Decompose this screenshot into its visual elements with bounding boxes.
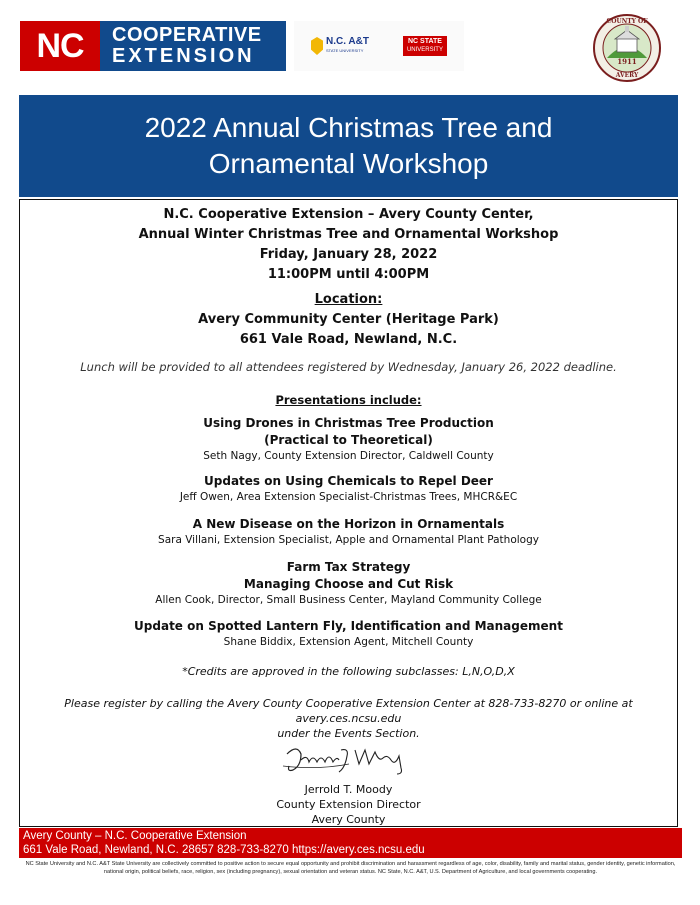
title-line1: 2022 Annual Christmas Tree and <box>144 112 553 143</box>
flyer-body <box>19 199 678 827</box>
presentation-item <box>20 516 677 548</box>
ncstate-line2: UNIVERSITY <box>406 47 443 53</box>
event-date: Friday, January 28, 2022 <box>259 247 438 262</box>
ncat-name: N.C. A&T <box>326 36 369 47</box>
seal-year-text: 1911 <box>617 57 637 66</box>
intro-line2: Annual Winter Christmas Tree and Ornamental Workshop <box>138 227 559 242</box>
seal-top-text: COUNTY OF <box>606 18 648 25</box>
footer-contact <box>19 828 682 858</box>
signer-title: County Extension Director <box>276 798 421 811</box>
location-heading: Location: <box>314 292 383 307</box>
registration-line2: under the Events Section. <box>277 727 420 740</box>
presentation-subtitle: Managing Choose and Cut Risk <box>243 577 454 591</box>
presentation-title: A New Disease on the Horizon in Ornamentals <box>192 517 505 531</box>
presentations-heading: Presentations include: <box>275 393 422 407</box>
presentation-speaker: Shane Biddix, Extension Agent, Mitchell County <box>223 636 474 648</box>
ce-logo-line2: EXTENSION <box>112 45 255 67</box>
location-block <box>20 290 677 350</box>
presentation-speaker: Seth Nagy, County Extension Director, Caldwell County <box>203 450 494 462</box>
seal-bottom-text: AVERY <box>615 72 639 79</box>
ncat-subname: STATE UNIVERSITY <box>326 48 364 53</box>
ncstate-line1: NC STATE <box>407 38 442 45</box>
disclaimer-line2: national origin, political beliefs, race, religion, sex (including pregnancy), sexual orientation and veteran status. NC State, N.C. A&T, U.S. Department of Agriculture, and local governments cooperating. <box>103 868 598 875</box>
intro-line1: N.C. Cooperative Extension – Avery County Center, <box>163 207 534 222</box>
registration-line1: Please register by calling the Avery County Cooperative Extension Center at 828-733-8270 or online at avery.ces.ncsu.edu <box>64 697 633 725</box>
presentation-item <box>20 473 677 505</box>
signer-county: Avery County <box>311 813 386 826</box>
title-line2: Ornamental Workshop <box>208 148 489 179</box>
presentation-title: Using Drones in Christmas Tree Production <box>203 416 494 430</box>
presentation-speaker: Jeff Owen, Area Extension Specialist-Christmas Trees, MHCR&EC <box>179 491 518 503</box>
presentation-title: Updates on Using Chemicals to Repel Deer <box>204 474 493 488</box>
presentation-item <box>20 618 677 650</box>
presentation-title: Farm Tax Strategy <box>286 560 411 574</box>
signature-image <box>279 740 419 778</box>
title-banner <box>19 95 678 197</box>
signer-block <box>20 782 677 827</box>
page-title <box>145 110 553 182</box>
ncat-shield-icon <box>311 37 323 55</box>
presentation-speaker: Sara Villani, Extension Specialist, Apple and Ornamental Plant Pathology <box>158 534 539 546</box>
location-venue: Avery Community Center (Heritage Park) <box>198 312 499 327</box>
lunch-note: Lunch will be provided to all attendees registered by Wednesday, January 26, 2022 deadline. <box>80 360 617 374</box>
event-intro <box>20 205 677 285</box>
registration-note <box>30 696 667 741</box>
ce-logo-line1: COOPERATIVE <box>112 24 262 46</box>
disclaimer-line1: NC State University and N.C. A&T State University are collectively committed to positive action to secure equal opportunity and prohibit discrimination and harassment regardless of age, color, disability, family and marital status, gender identity, genetic information, <box>25 861 676 867</box>
footer-disclaimer <box>19 861 682 876</box>
presentation-speaker: Allen Cook, Director, Small Business Center, Mayland Community College <box>155 594 542 606</box>
presentation-item <box>20 559 677 608</box>
nc-logo: NC <box>20 21 100 71</box>
footer-line2: 661 Vale Road, Newland, N.C. 28657 828-733-8270 https://avery.ces.ncsu.edu <box>23 844 425 856</box>
avery-county-seal-icon <box>593 14 661 82</box>
cooperative-extension-logo <box>100 21 286 71</box>
signer-name: Jerrold T. Moody <box>304 783 393 796</box>
ncstate-logo <box>403 36 447 56</box>
location-address: 661 Vale Road, Newland, N.C. <box>239 332 458 347</box>
credits-note: *Credits are approved in the following subclasses: L,N,O,D,X <box>182 665 515 678</box>
ncat-logo <box>311 37 369 55</box>
footer-line1: Avery County – N.C. Cooperative Extension <box>23 830 247 842</box>
presentation-subtitle: (Practical to Theoretical) <box>264 433 433 447</box>
partner-logos <box>294 21 464 71</box>
logo-bar <box>20 20 464 72</box>
event-time: 11:00PM until 4:00PM <box>267 267 430 282</box>
presentation-item <box>20 415 677 464</box>
presentation-title: Update on Spotted Lantern Fly, Identification and Management <box>134 619 563 633</box>
